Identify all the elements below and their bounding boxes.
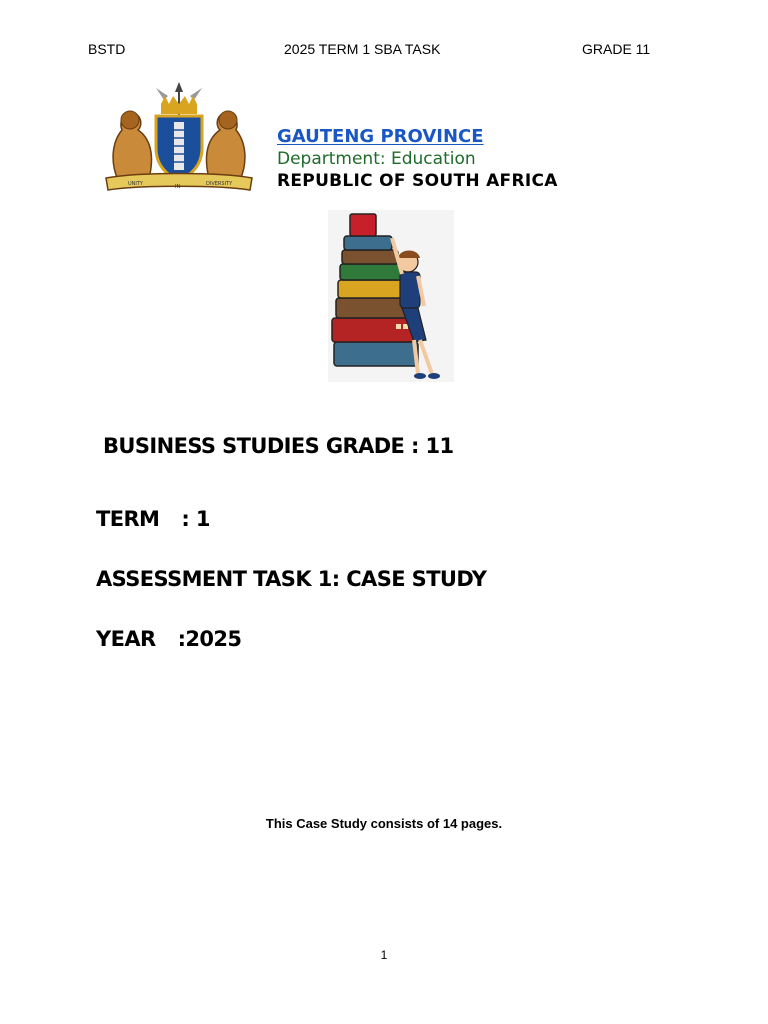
subject-label: BUSINESS STUDIES GRADE xyxy=(103,434,405,458)
page-number: 1 xyxy=(380,948,388,962)
gauteng-coat-of-arms-icon xyxy=(98,82,260,194)
term-value: : 1 xyxy=(181,507,210,531)
header-task-title: 2025 TERM 1 SBA TASK xyxy=(284,41,441,57)
crest-motto-diversity: DIVERSITY xyxy=(206,181,233,187)
crest-motto-unity: UNITY xyxy=(128,181,143,187)
header-grade: GRADE 11 xyxy=(582,41,651,57)
term-label: TERM xyxy=(96,507,160,531)
subject-heading xyxy=(103,434,454,458)
year-heading xyxy=(96,627,241,651)
task-heading: ASSESSMENT TASK 1: CASE STUDY xyxy=(96,567,487,591)
term-heading xyxy=(96,507,210,531)
department-name: Department: Education xyxy=(277,149,476,169)
header-subject-code: BSTD xyxy=(88,41,126,57)
student-climbing-books-icon xyxy=(328,210,454,382)
subject-grade-value: : 11 xyxy=(411,434,454,458)
crest-motto-in: IN xyxy=(175,184,181,190)
province-name: GAUTENG PROVINCE xyxy=(277,126,484,147)
country-name: REPUBLIC OF SOUTH AFRICA xyxy=(277,171,558,191)
year-label: YEAR xyxy=(96,627,156,651)
year-value: :2025 xyxy=(177,627,242,651)
page-count-note: This Case Study consists of 14 pages. xyxy=(265,816,503,831)
